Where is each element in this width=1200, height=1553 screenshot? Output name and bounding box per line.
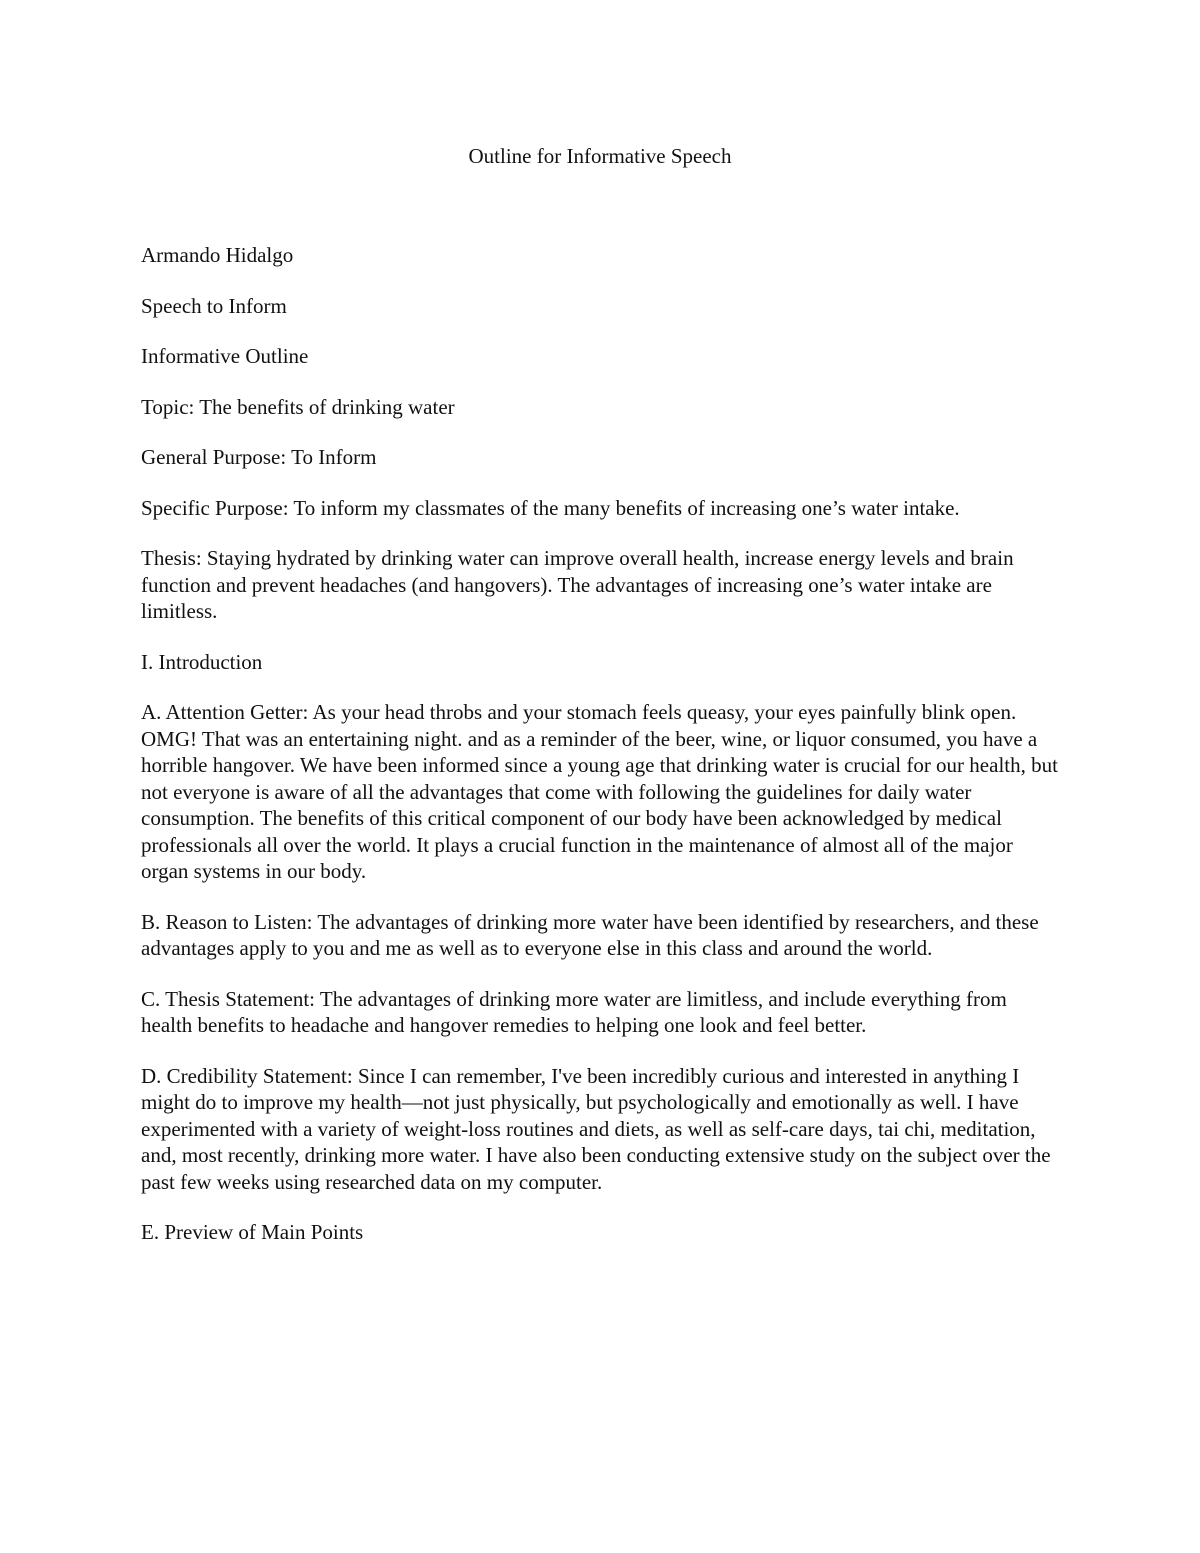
reason-to-listen: B. Reason to Listen: The advantages of drinking more water have been identified by researchers, and these advantages apply to you and me as well as to everyone else in this class and around the world. xyxy=(141,909,1039,960)
preview-main-points: E. Preview of Main Points xyxy=(141,1220,364,1244)
topic-line: Topic: The benefits of drinking water xyxy=(141,394,455,419)
section-heading-introduction: I. Introduction xyxy=(141,649,263,674)
speech-type: Speech to Inform xyxy=(141,293,287,318)
credibility-statement: D. Credibility Statement: Since I can remember, I've been incredibly curious and interested in anything I might do to improve my health—not just physically, but psychologically and emotionally as well. I have experimented with a variety of weight-loss routines and diets, as well as self-care days, tai chi, meditation, and, most recently, drinking more water. I have also been conducting extensive study on the subject over the past few weeks using researched data on my computer. xyxy=(141,1063,1051,1194)
attention-getter: A. Attention Getter: As your head throbs and your stomach feels queasy, your eyes painfully blink open. OMG! That was an entertaining night. and as a reminder of the beer, wine, or liquor consumed, you have a horrible hangover. We have been informed since a young age that drinking water is crucial for our health, but not everyone is aware of all the advantages that come with following the guidelines for daily water consumption. The benefits of this critical component of our body have been acknowledged by medical professionals all over the world. It plays a crucial function in the maintenance of almost all of the major organ systems in our body. xyxy=(141,700,1058,883)
author-name: Armando Hidalgo xyxy=(141,243,294,267)
document-title: Outline for Informative Speech xyxy=(468,144,732,168)
outline-type: Informative Outline xyxy=(141,344,309,368)
general-purpose: General Purpose: To Inform xyxy=(141,445,377,469)
specific-purpose: Specific Purpose: To inform my classmates of the many benefits of increasing one’s water intake. xyxy=(141,495,960,520)
document-body xyxy=(141,242,1061,1270)
thesis-statement: C. Thesis Statement: The advantages of drinking more water are limitless, and include everything from health benefits to headache and hangover remedies to helping one look and feel better. xyxy=(141,986,1007,1037)
thesis: Thesis: Staying hydrated by drinking water can improve overall health, increase energy levels and brain function and prevent headaches (and hangovers). The advantages of increasing one’s water intake are limitless. xyxy=(141,546,1014,623)
